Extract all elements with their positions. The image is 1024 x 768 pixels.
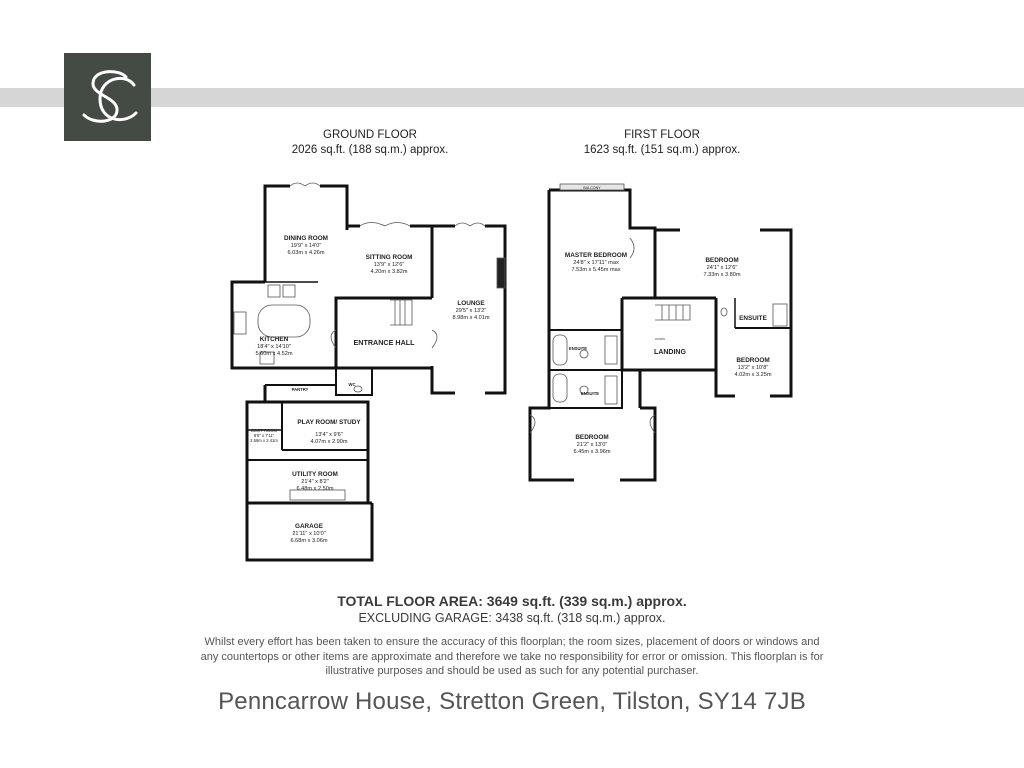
room-dims-imperial: 21'11" x 10'0"	[292, 531, 326, 537]
disclaimer-text: Whilst every effort has been taken to ensure the accuracy of this floorplan; the room sizes, placement of doors or windows and any countertops or other items are approximate and therefore we take no responsibility for error or omission. This floorplan is for illustrative purposes and should be used as such for any potential purchaser.	[200, 636, 824, 677]
room-name: BOOT ROOM	[251, 428, 277, 433]
room-name: KITCHEN	[259, 336, 289, 343]
room-name: PANTRY	[291, 387, 309, 392]
room-name: BEDROOM	[736, 357, 770, 364]
room-name: DINING ROOM	[283, 235, 329, 242]
room-name: SITTING ROOM	[365, 254, 413, 261]
room-name: ENSUITE	[580, 391, 600, 396]
ground-floor-area: 2026 sq.ft. (188 sq.m.) approx.	[291, 144, 449, 156]
first-floor-details	[530, 184, 787, 480]
room-name: LANDING	[654, 349, 686, 356]
balcony-label: BALCONY	[583, 186, 601, 190]
room-dims-imperial: 13'2" x 10'8"	[737, 365, 769, 371]
room-name: BEDROOM	[575, 434, 609, 441]
total-floor-area: TOTAL FLOOR AREA: 3649 sq.ft. (339 sq.m.) approx.	[337, 593, 687, 609]
room-name: ENTRANCE HALL	[353, 338, 415, 347]
floor-area-totals	[0, 593, 1024, 626]
property-address: Penncarrow House, Stretton Green, Tilston, SY14 7JB	[218, 688, 806, 715]
ground-floor-title: GROUND FLOOR	[323, 129, 417, 141]
room-dims-imperial: 21'4" x 8'2"	[301, 479, 329, 485]
room-dims-metric: 6.48m x 2.50m	[296, 486, 334, 492]
first-floor-walls	[530, 190, 791, 480]
room-name: UTILITY ROOM	[292, 471, 338, 478]
room-dims-imperial: 19'9" x 14'0"	[290, 243, 322, 249]
room-name: LOUNGE	[457, 300, 485, 307]
room-dims-metric: 6.45m x 3.96m	[573, 449, 611, 455]
room-dims-metric: 7.53m x 5.45m max	[571, 267, 621, 273]
room-dims-imperial: 21'2" x 13'0"	[576, 442, 608, 448]
room-name: GARAGE	[294, 523, 324, 530]
stairs-label: DOWN	[655, 337, 665, 341]
room-dims-imperial: 24'8" x 17'11" max	[573, 260, 619, 266]
room-dims-metric: 4.02m x 3.25m	[734, 372, 772, 378]
room-dims-imperial: 18'4" x 14'10"	[257, 344, 291, 350]
room-dims-metric: 2.59m x 2.41m	[250, 438, 278, 443]
room-dims-metric: 8.98m x 4.01m	[452, 315, 490, 321]
room-dims-metric: 7.33m x 3.80m	[703, 272, 741, 278]
room-name: BEDROOM	[705, 257, 739, 264]
room-name: WC	[348, 382, 356, 387]
first-floor-labels	[565, 186, 772, 455]
room-dims-metric: 6.03m x 4.26m	[287, 250, 325, 256]
first-floor-title: FIRST FLOOR	[624, 129, 700, 141]
room-name: ENSUITE	[568, 346, 588, 351]
room-dims-metric: 6.68m x 3.06m	[290, 538, 328, 544]
room-name: PLAY ROOM/ STUDY	[297, 419, 361, 426]
ground-floor-walls	[232, 186, 505, 560]
room-dims-imperial: 29'5" x 13'2"	[455, 308, 487, 314]
room-dims-imperial: 8'6" x 7'11"	[253, 433, 275, 438]
room-dims-imperial: 13'4" x 9'6"	[315, 432, 343, 438]
room-dims-metric: 4.07m x 2.90m	[310, 439, 348, 445]
excluding-garage-area: EXCLUDING GARAGE: 3438 sq.ft. (318 sq.m.) approx.	[358, 611, 666, 625]
room-name: ENSUITE	[739, 315, 767, 322]
room-dims-metric: 5.60m x 4.52m	[255, 351, 293, 357]
room-dims-imperial: 24'1" x 12'6"	[706, 265, 738, 271]
room-dims-metric: 4.20m x 3.82m	[370, 269, 408, 275]
room-name: MASTER BEDROOM	[564, 252, 628, 259]
room-dims-imperial: 13'9" x 12'6"	[373, 262, 405, 268]
first-floor-area: 1623 sq.ft. (151 sq.m.) approx.	[583, 144, 741, 156]
